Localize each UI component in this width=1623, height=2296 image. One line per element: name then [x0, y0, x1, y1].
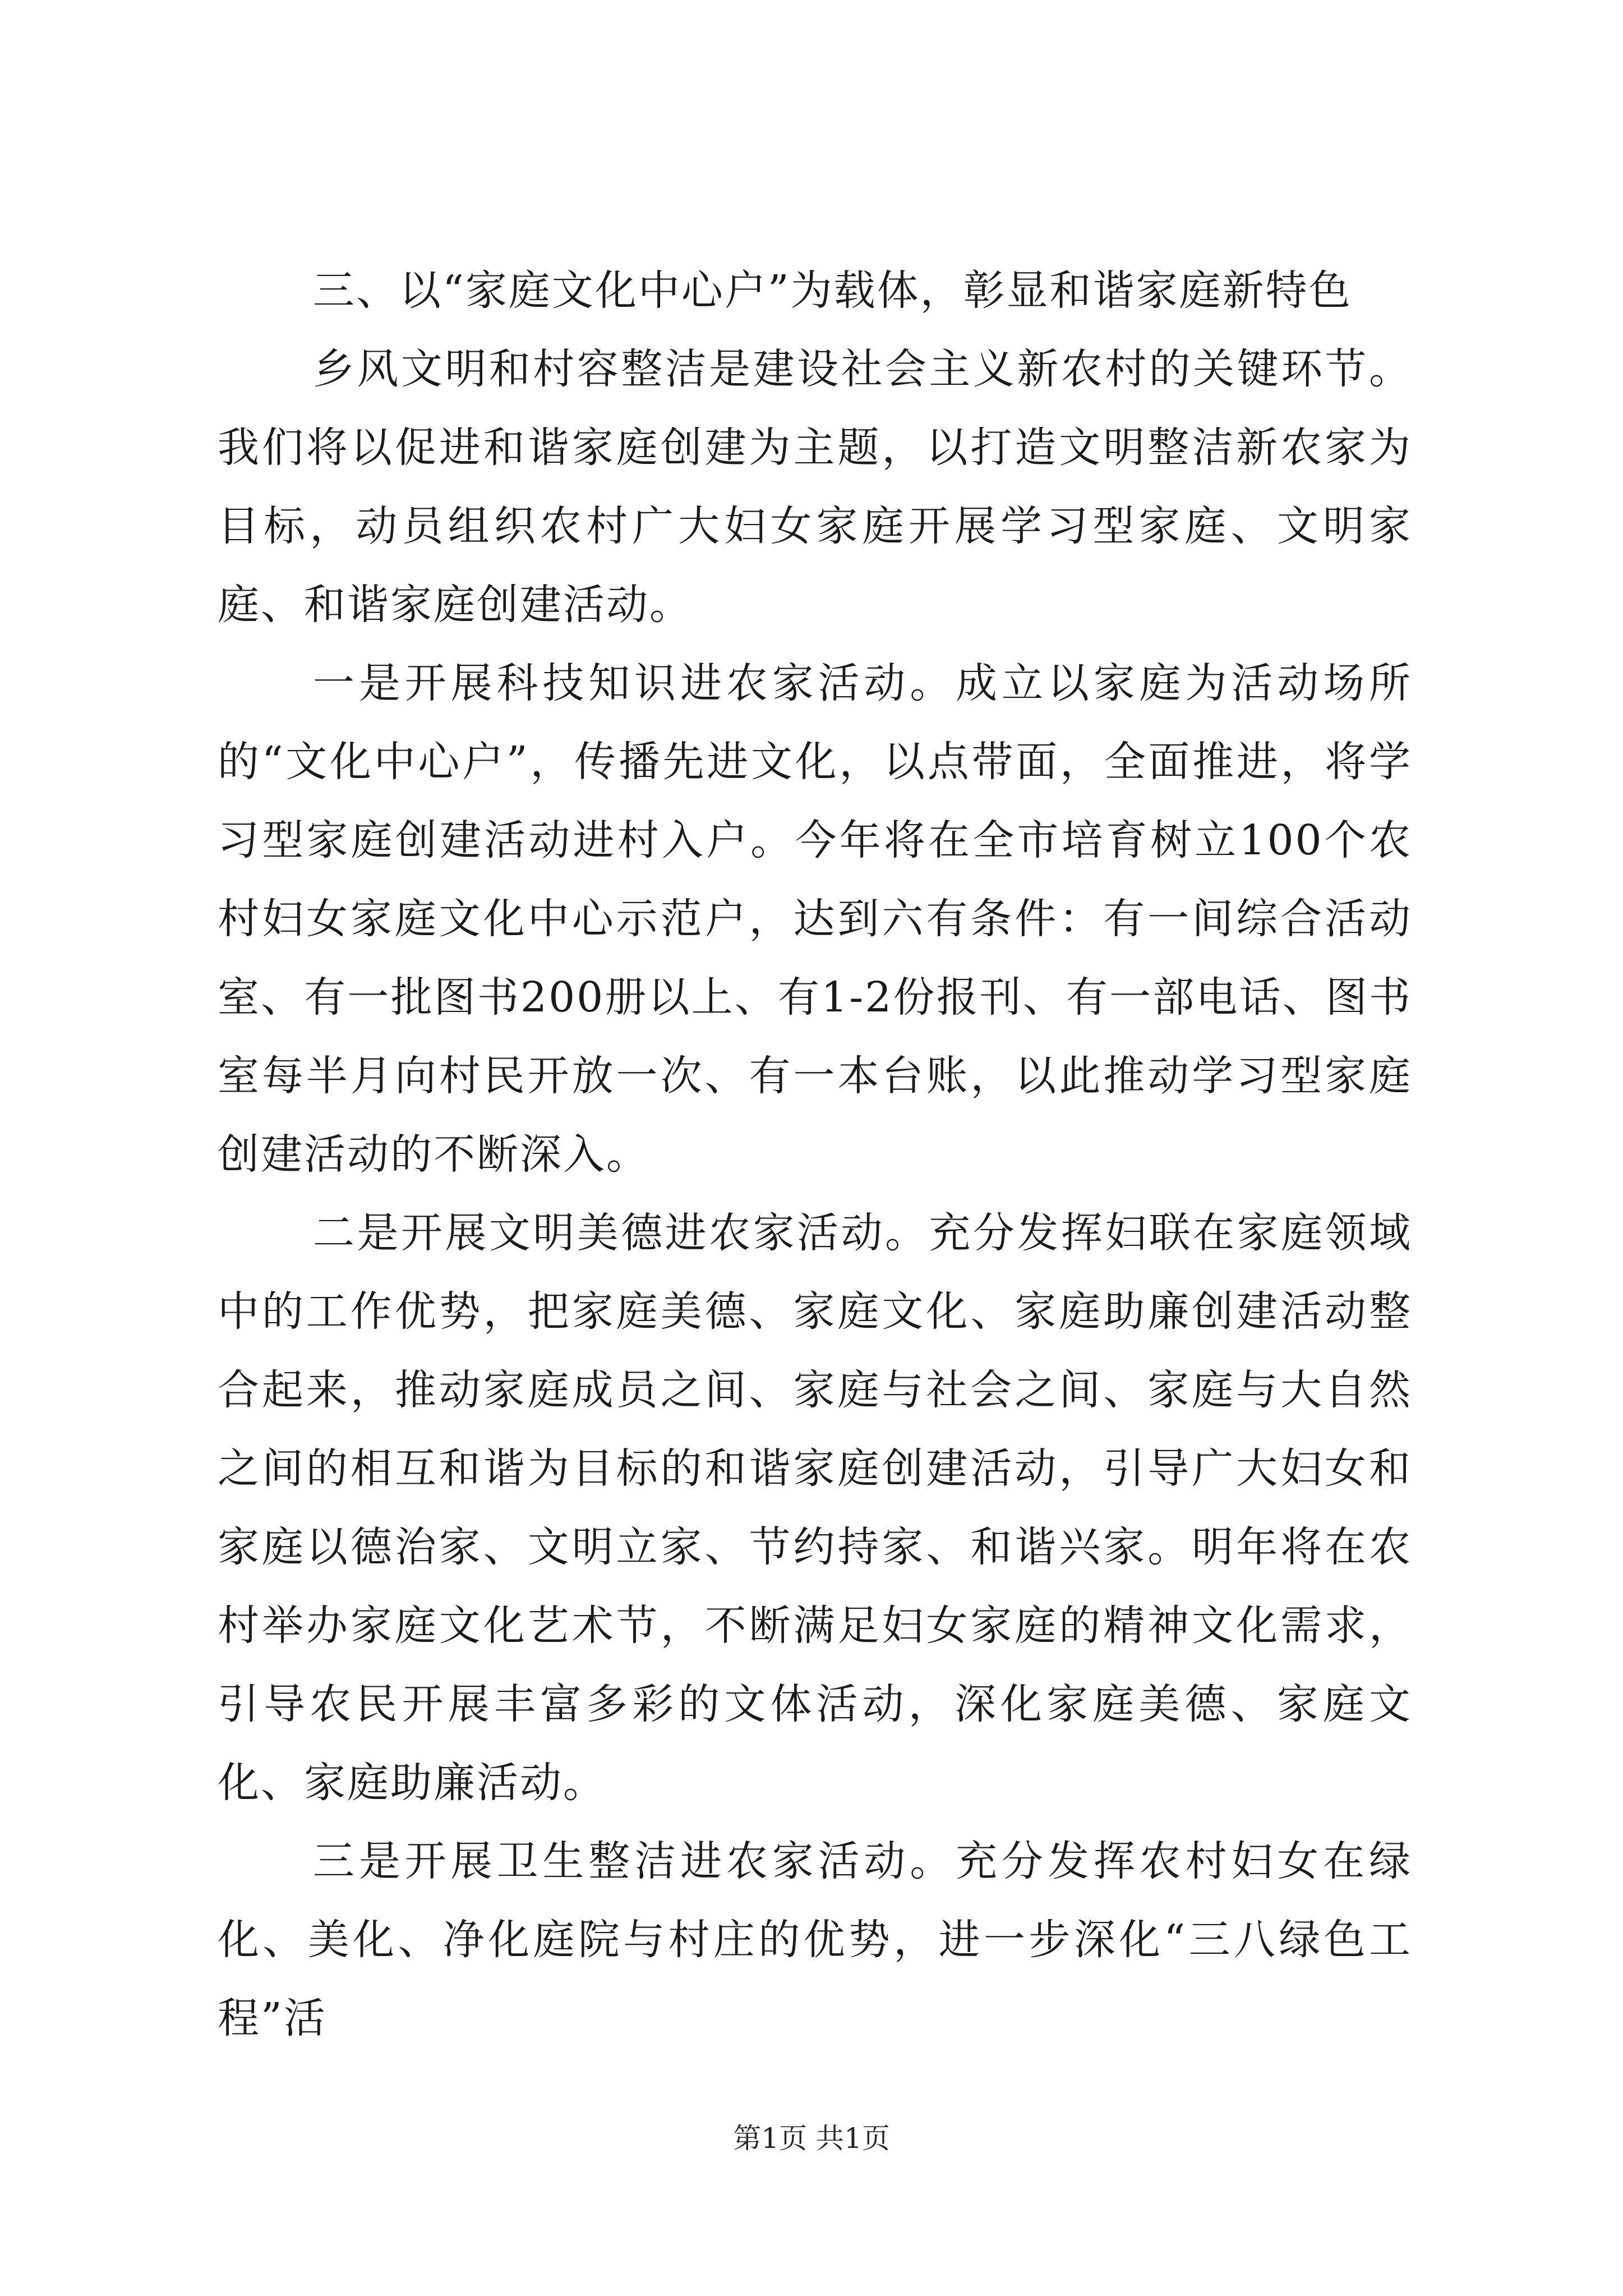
- page-footer: 第1页 共1页: [733, 2122, 890, 2155]
- document-body: [218, 251, 1412, 2058]
- paragraph-item-two: 二是开展文明美德进农家活动。充分发挥妇联在家庭领域中的工作优势，把家庭美德、家庭文化、家庭助廉创建活动整合起来，推动家庭成员之间、家庭与社会之间、家庭与大自然之间的相互和谐为目标的和谐家庭创建活动，引导广大妇女和家庭以德治家、文明立家、节约持家、和谐兴家。明年将在农村举办家庭文化艺术节，不断满足妇女家庭的精神文化需求，引导农民开展丰富多彩的文体活动，深化家庭美德、家庭文化、家庭助廉活动。: [218, 1209, 1412, 1807]
- section-heading: 三、以“家庭文化中心户”为载体，彰显和谐家庭新特色: [313, 266, 1352, 315]
- paragraph-intro: 乡风文明和村容整洁是建设社会主义新农村的关键环节。我们将以促进和谐家庭创建为主题，以打造文明整洁新农家为目标，动员组织农村广大妇女家庭开展学习型家庭、文明家庭、和谐家庭创建活动。: [218, 345, 1412, 629]
- paragraph-item-one: 一是开展科技知识进农家活动。成立以家庭为活动场所的“文化中心户”，传播先进文化，以点带面，全面推进，将学习型家庭创建活动进村入户。今年将在全市培育树立100个农村妇女家庭文化中心示范户，达到六有条件：有一间综合活动室、有一批图书200册以上、有1-2份报刊、有一部电话、图书室每半月向村民开放一次、有一本台账，以此推动学习型家庭创建活动的不断深入。: [218, 659, 1412, 1179]
- paragraph-item-three: 三是开展卫生整洁进农家活动。充分发挥农村妇女在绿化、美化、净化庭院与村庄的优势，进一步深化“三八绿色工程”活: [218, 1837, 1412, 2042]
